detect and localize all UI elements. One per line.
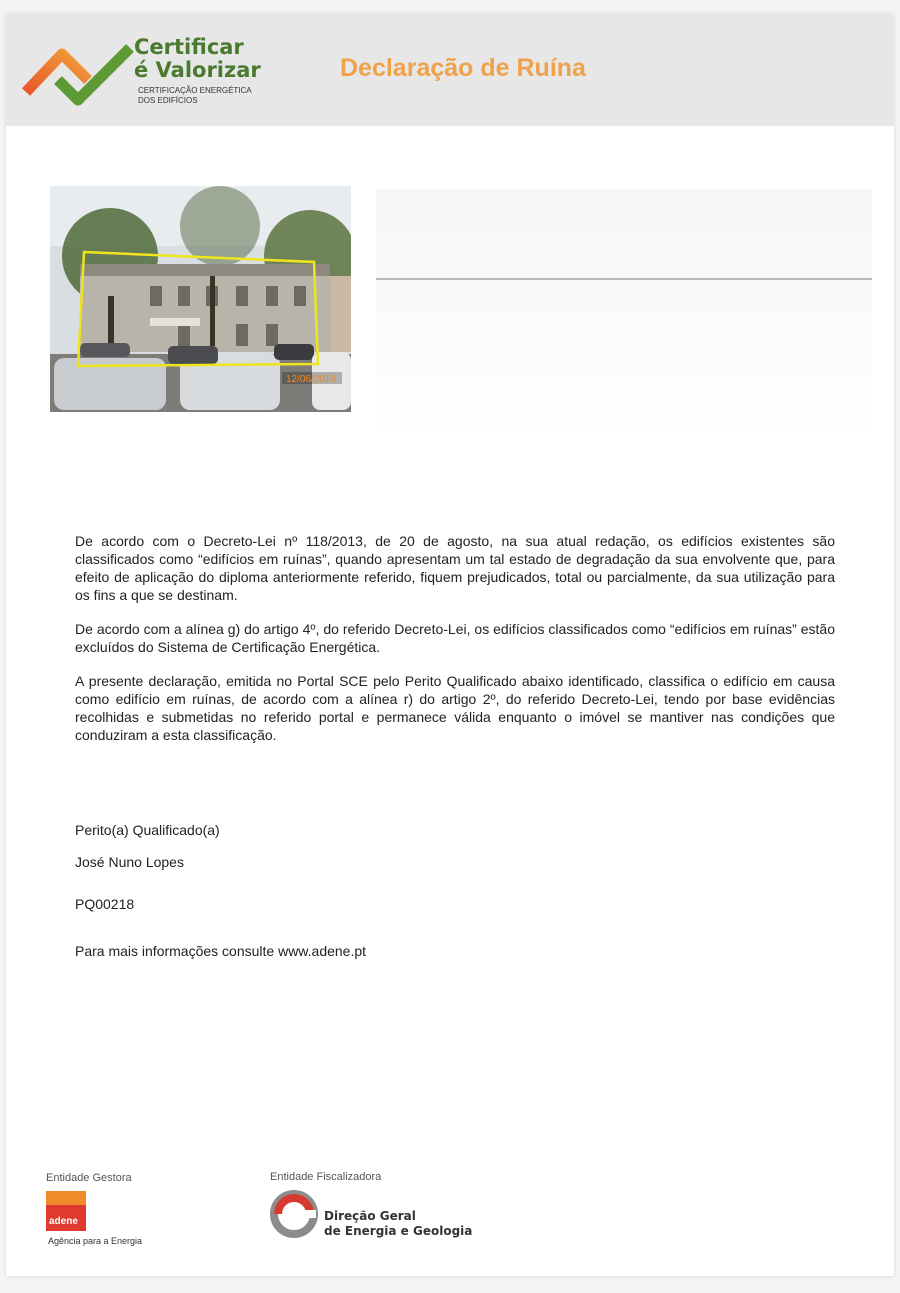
signature-code: PQ00218 [75, 896, 135, 912]
declaration-page [6, 14, 894, 1276]
logo-line-2: é Valorizar [134, 58, 261, 82]
redacted-divider [376, 278, 872, 280]
adene-subtitle: Agência para a Energia [48, 1236, 143, 1246]
dgeg-name [324, 1209, 472, 1239]
adene-logo-icon [46, 1191, 86, 1231]
paragraph-classification: A presente declaração, emitida no Portal SCE pelo Perito Qualificado abaixo identificado, classifica o edifício em causa como edifício em ruínas, de acordo com a alínea r) do artigo 2º, do referido Decreto-Lei, tendo por base evidências recolhidas e submetidas no referido portal e permanece válida enquanto o imóvel se mantiver nas condições que conduziram a esta classificação. [75, 673, 835, 743]
logo-subtitle [138, 86, 252, 106]
fiscalizadora-label: Entidade Fiscalizadora [270, 1171, 382, 1183]
header-band [6, 14, 894, 126]
building-photo [50, 186, 351, 412]
info-link-text: Para mais informações consulte www.adene.pt [75, 943, 367, 959]
declaration-body [75, 532, 835, 760]
dgeg-name-line-1: Direção Geral [324, 1209, 416, 1223]
logo-wordmark [134, 36, 261, 82]
signature-name: José Nuno Lopes [75, 854, 184, 870]
redacted-area [376, 189, 872, 439]
dgeg-name-line-2: de Energia e Geologia [324, 1224, 473, 1238]
document-title: Declaração de Ruína [340, 54, 586, 82]
signature-role: Perito(a) Qualificado(a) [75, 822, 220, 838]
photo-date-stamp: 12/06/2018 [286, 374, 337, 385]
paragraph-decreto: De acordo com o Decreto-Lei nº 118/2013, de 20 de agosto, na sua atual redação, os edifícios existentes são classificados como “edifícios em ruínas”, quando apresentam um tal estado de degradação da sua envolvente que, para efeito de aplicação do diploma anteriormente referido, fiquem prejudicados, total ou parcialmente, da sua utilização para os fins a que se destinam. [75, 533, 835, 603]
logo-line-1: Certificar [134, 35, 244, 59]
logo-subtitle-line-1: CERTIFICAÇÃO ENERGÉTICA [138, 86, 252, 95]
dgeg-logo-icon [270, 1190, 318, 1238]
adene-logo-text: adene [49, 1216, 78, 1227]
gestora-label: Entidade Gestora [46, 1172, 132, 1184]
paragraph-exclusion: De acordo com a alínea g) do artigo 4º, do referido Decreto-Lei, os edifícios classificados como “edifícios em ruínas” estão excluídos do Sistema de Certificação Energética. [75, 621, 835, 655]
logo-subtitle-line-2: DOS EDIFÍCIOS [138, 96, 198, 105]
